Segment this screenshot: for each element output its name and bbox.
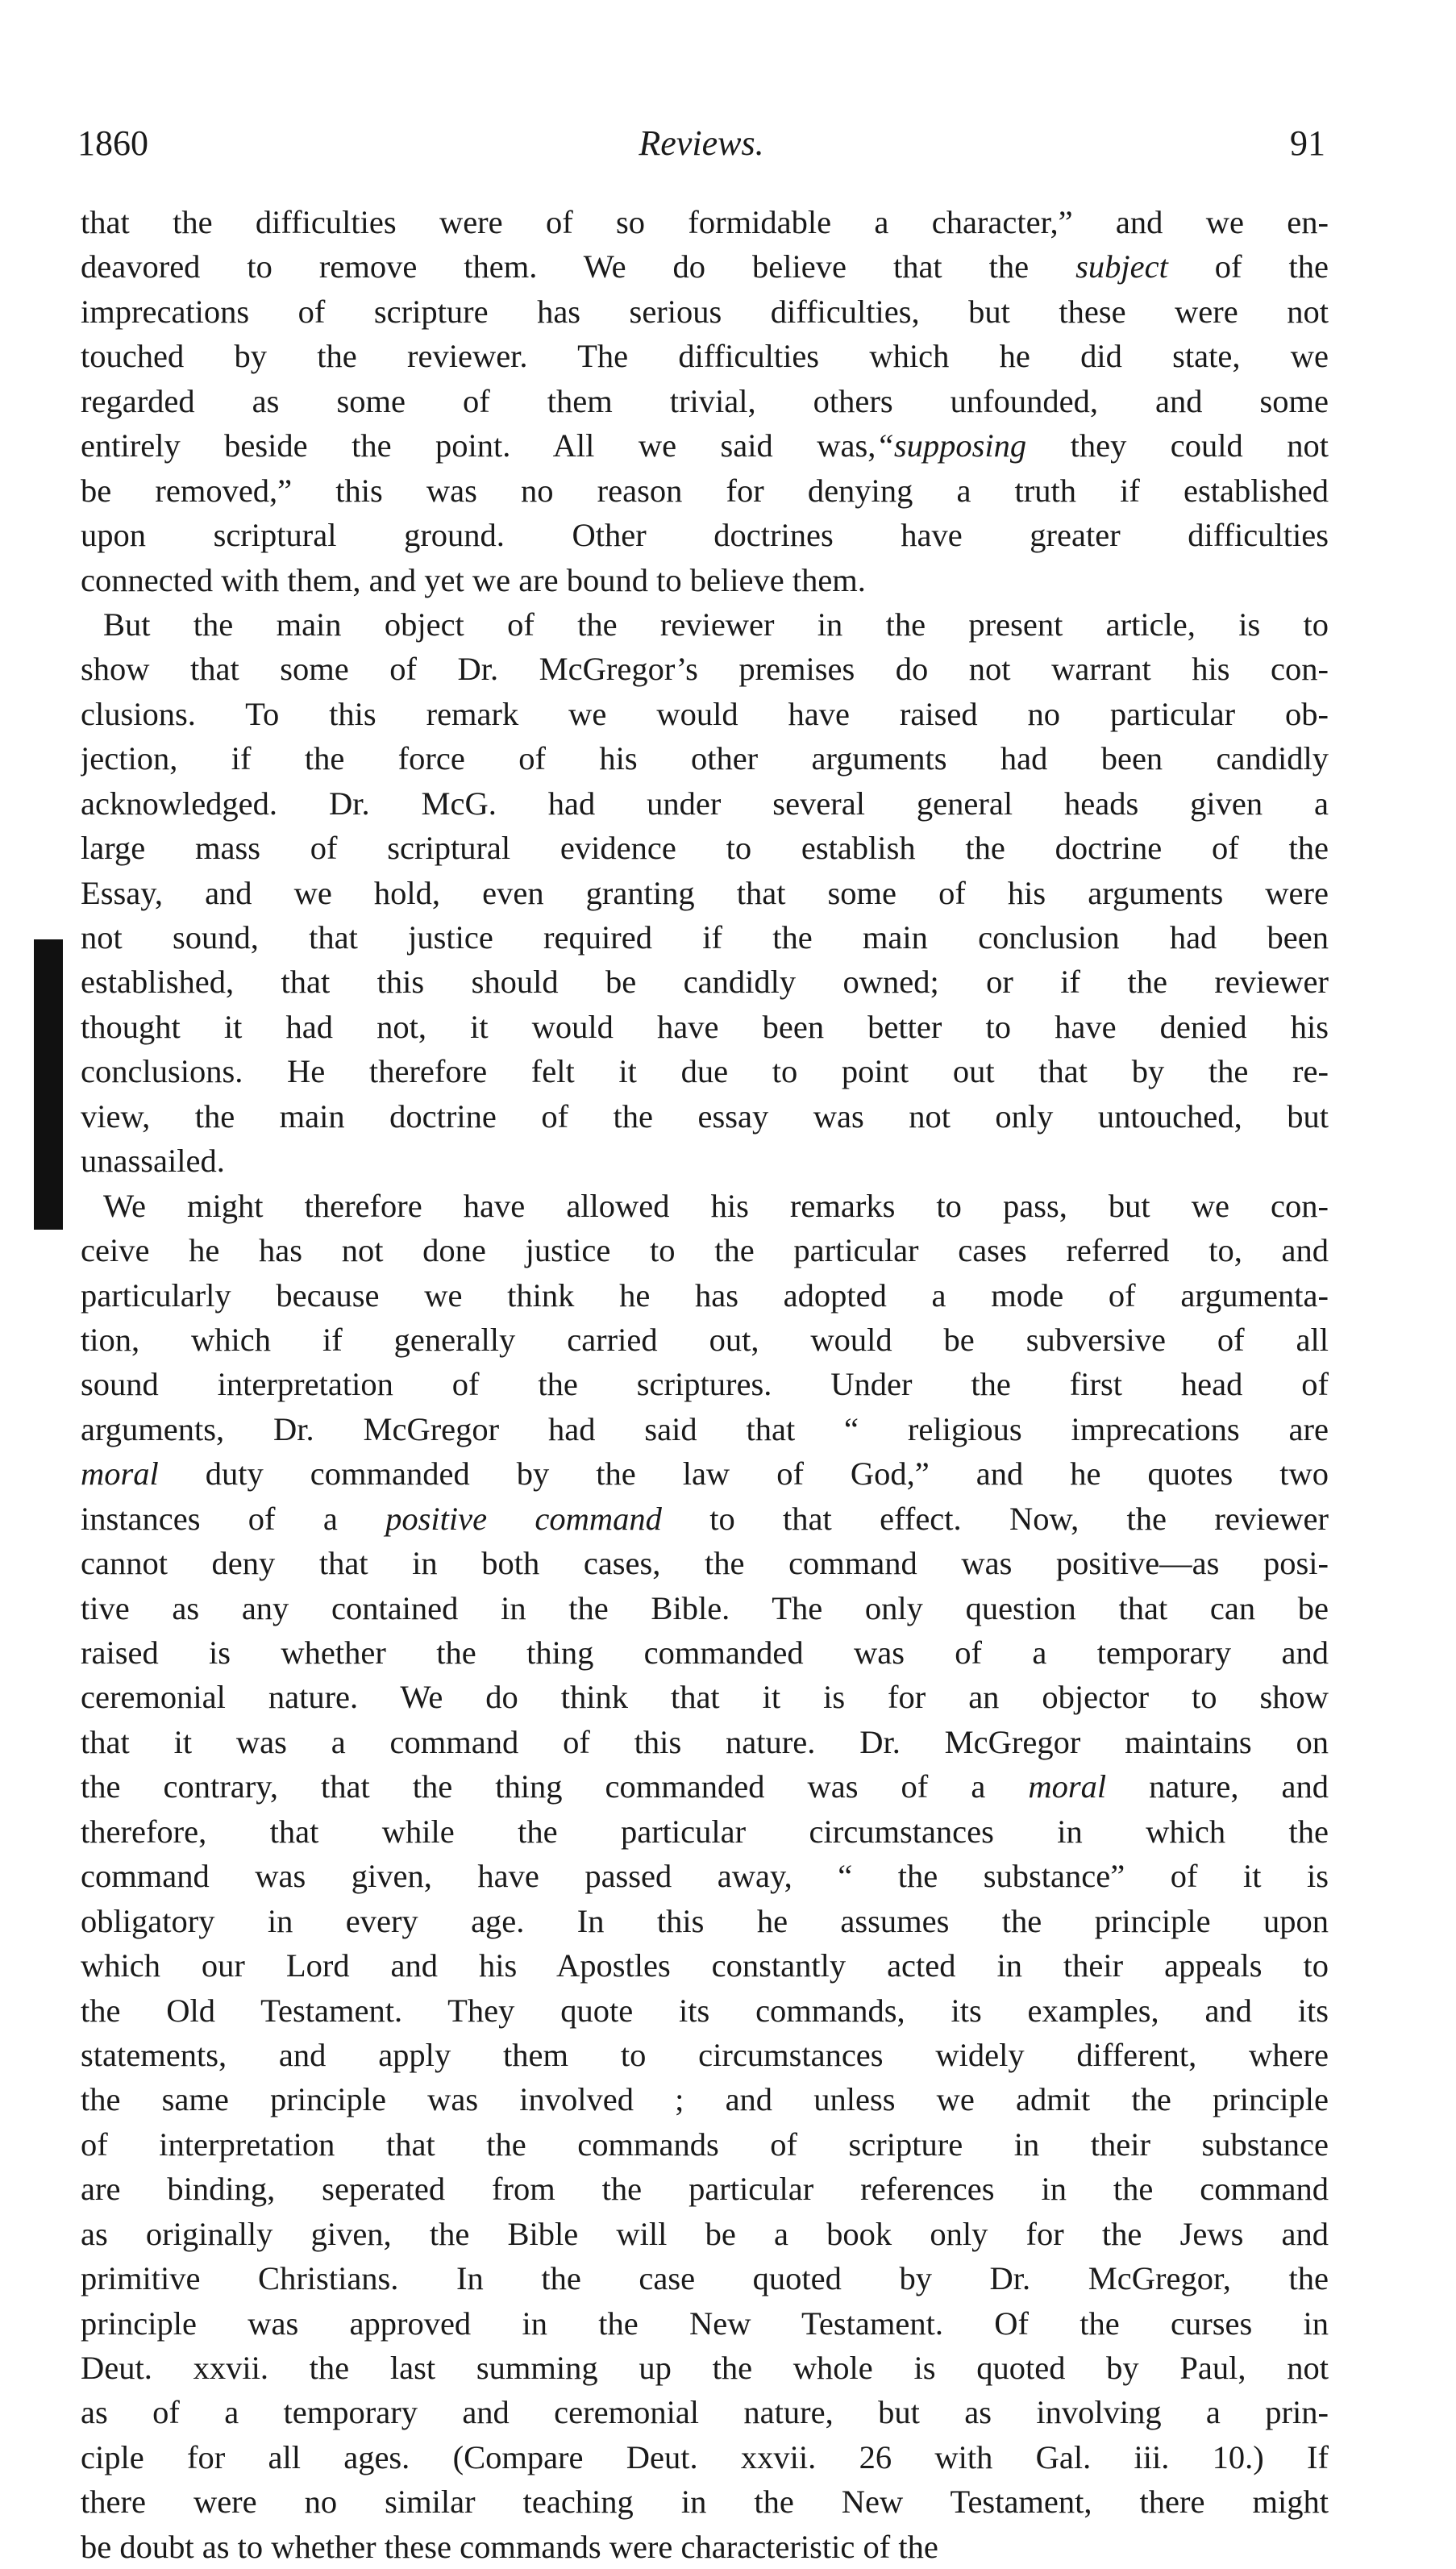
text-line [81, 1273, 1329, 1318]
text-segment: deavored to remove them. We do believe that the [81, 248, 1076, 285]
header-year: 1860 [77, 123, 148, 163]
text-segment: primitive Christians. In the case quoted by Dr. McGregor, the [81, 2260, 1329, 2297]
text-line [81, 1630, 1329, 1675]
text-line [81, 289, 1329, 334]
text-segment: instances of a [81, 1500, 386, 1537]
text-line [81, 1094, 1329, 1139]
text-line [81, 379, 1329, 423]
text-segment: be removed,” this was no reason for denying a truth if established [81, 472, 1329, 509]
text-line [81, 2346, 1329, 2390]
text-segment: touched by the reviewer. The difficulties which he did state, we [81, 338, 1329, 375]
text-line [81, 781, 1329, 826]
text-segment: command was given, have passed away, “ the substance” of it is [81, 1858, 1329, 1895]
text-line [81, 1318, 1329, 1362]
italic-text: positive command [385, 1500, 662, 1537]
text-line [81, 1899, 1329, 1943]
running-head [77, 119, 1325, 168]
text-segment: ceive he has not done justice to the particular cases referred to, and [81, 1232, 1329, 1269]
text-segment: We might therefore have allowed his remarks to pass, but we con- [103, 1187, 1329, 1224]
text-line [81, 1854, 1329, 1898]
text-segment: the contrary, that the thing commanded was of a [81, 1768, 1029, 1805]
text-segment: be doubt as to whether these commands were characteristic of the [81, 2528, 938, 2565]
text-line [81, 423, 1329, 468]
text-segment: upon scriptural ground. Other doctrines have greater difficulties [81, 517, 1329, 554]
text-line [81, 826, 1329, 870]
text-line [81, 558, 1329, 602]
text-segment: as originally given, the Bible will be a book only for the Jews and [81, 2215, 1329, 2252]
text-line [81, 2435, 1329, 2479]
text-segment: tion, which if generally carried out, would be subversive of all [81, 1321, 1329, 1358]
text-line [81, 1541, 1329, 1585]
text-segment: view, the main doctrine of the essay was not only untouched, but [81, 1097, 1329, 1135]
text-line [81, 1005, 1329, 1049]
text-segment: duty commanded by the law of God,” and he quotes two [158, 1455, 1329, 1493]
text-segment: But the main object of the reviewer in the present article, is to [103, 606, 1329, 643]
text-line [81, 736, 1329, 781]
text-segment: to that effect. Now, the reviewer [661, 1500, 1329, 1537]
text-segment: therefore, that while the particular circumstances in which the [81, 1813, 1329, 1850]
text-segment: tive as any contained in the Bible. The only question that can be [81, 1589, 1329, 1626]
text-line [81, 2525, 1329, 2569]
text-segment: of interpretation that the commands of scripture in their substance [81, 2126, 1329, 2163]
text-segment: nature, and [1106, 1768, 1329, 1805]
text-segment: particularly because we think he has adopted a mode of argumenta- [81, 1276, 1329, 1314]
text-segment: jection, if the force of his other arguments had been candidly [81, 740, 1329, 777]
text-segment: obligatory in every age. In this he assumes the principle upon [81, 1902, 1329, 1939]
italic-text: subject [1075, 248, 1168, 285]
text-line [81, 602, 1329, 647]
text-segment: there were no similar teaching in the New Testament, there might [81, 2484, 1329, 2521]
text-segment: ceremonial nature. We do think that it is for an objector to show [81, 1679, 1329, 1716]
text-segment: regarded as some of them trivial, others unfounded, and some [81, 382, 1329, 419]
text-line [81, 2077, 1329, 2121]
text-line [81, 2479, 1329, 2524]
text-line [81, 2390, 1329, 2434]
text-line [81, 1586, 1329, 1630]
text-line [81, 1943, 1329, 1988]
text-line [81, 1497, 1329, 1541]
text-line [81, 647, 1329, 691]
text-segment: they could not [1026, 427, 1329, 464]
text-segment: the same principle was involved ; and unless we admit the principle [81, 2081, 1329, 2118]
text-segment: not sound, that justice required if the main conclusion had been [81, 919, 1329, 956]
text-line [81, 871, 1329, 915]
italic-text: “supposing [876, 427, 1027, 464]
text-line [81, 244, 1329, 289]
text-segment: sound interpretation of the scriptures. Under the first head of [81, 1366, 1329, 1403]
text-segment: clusions. To this remark we would have raised no particular ob- [81, 695, 1329, 732]
page-number: 91 [1290, 123, 1325, 163]
text-segment: the Old Testament. They quote its commands, its examples, and its [81, 1992, 1329, 2029]
text-segment: raised is whether the thing commanded was of a temporary and [81, 1634, 1329, 1671]
text-segment: show that some of Dr. McGregor’s premises do not warrant his con- [81, 651, 1329, 688]
text-line [81, 1184, 1329, 1228]
text-segment: are binding, seperated from the particular references in the command [81, 2171, 1329, 2208]
text-line [81, 960, 1329, 1004]
text-line [81, 468, 1329, 513]
text-segment: entirely beside the point. All we said was, [81, 427, 876, 464]
text-line [81, 1407, 1329, 1451]
text-line [81, 200, 1329, 244]
text-segment: imprecations of scripture has serious difficulties, but these were not [81, 293, 1329, 330]
text-segment: as of a temporary and ceremonial nature, but as involving a prin- [81, 2394, 1329, 2431]
text-segment: large mass of scriptural evidence to establish the doctrine of the [81, 830, 1329, 867]
text-line [81, 915, 1329, 960]
text-line [81, 2256, 1329, 2300]
text-segment: Essay, and we hold, even granting that some of his arguments were [81, 874, 1329, 911]
text-line [81, 513, 1329, 557]
text-segment: principle was approved in the New Testament. Of the curses in [81, 2305, 1329, 2342]
text-line [81, 1228, 1329, 1272]
text-segment: that it was a command of this nature. Dr. McGregor maintains on [81, 1723, 1329, 1760]
text-segment: Deut. xxvii. the last summing up the whole is quoted by Paul, not [81, 2350, 1329, 2386]
text-line [81, 334, 1329, 378]
text-line [81, 1451, 1329, 1496]
text-line [81, 2167, 1329, 2211]
text-segment: cannot deny that in both cases, the command was positive—as posi- [81, 1545, 1329, 1582]
text-segment: conclusions. He therefore felt it due to point out that by the re- [81, 1053, 1329, 1090]
text-line [81, 1764, 1329, 1809]
text-line [81, 1139, 1329, 1183]
text-line [81, 2122, 1329, 2167]
text-line [81, 1988, 1329, 2033]
margin-mark [34, 939, 63, 1230]
text-segment: arguments, Dr. McGregor had said that “ religious imprecations are [81, 1410, 1329, 1447]
text-segment: established, that this should be candidly owned; or if the reviewer [81, 964, 1329, 1001]
text-line [81, 1675, 1329, 1719]
text-line [81, 1362, 1329, 1406]
text-line [81, 692, 1329, 736]
text-segment: statements, and apply them to circumstances widely different, where [81, 2036, 1329, 2073]
text-line [81, 2301, 1329, 2346]
text-segment: that the difficulties were of so formidable a character,” and we en- [81, 204, 1329, 240]
text-segment: connected with them, and yet we are bound to believe them. [81, 561, 866, 598]
text-segment: which our Lord and his Apostles constantly acted in their appeals to [81, 1947, 1329, 1984]
italic-text: moral [81, 1455, 159, 1493]
text-line [81, 1720, 1329, 1764]
text-segment: of the [1167, 248, 1329, 285]
text-line [81, 2212, 1329, 2256]
text-line [81, 1809, 1329, 1854]
body-text [81, 200, 1329, 2569]
text-line [81, 2033, 1329, 2077]
text-line [81, 1049, 1329, 1093]
text-segment: unassailed. [81, 1143, 225, 1180]
text-segment: acknowledged. Dr. McG. had under several general heads given a [81, 785, 1329, 822]
italic-text: moral [1028, 1768, 1107, 1805]
text-segment: ciple for all ages. (Compare Deut. xxvii. 26 with Gal. iii. 10.) If [81, 2438, 1329, 2475]
header-title: Reviews. [639, 123, 764, 163]
text-segment: thought it had not, it would have been better to have denied his [81, 1008, 1329, 1045]
